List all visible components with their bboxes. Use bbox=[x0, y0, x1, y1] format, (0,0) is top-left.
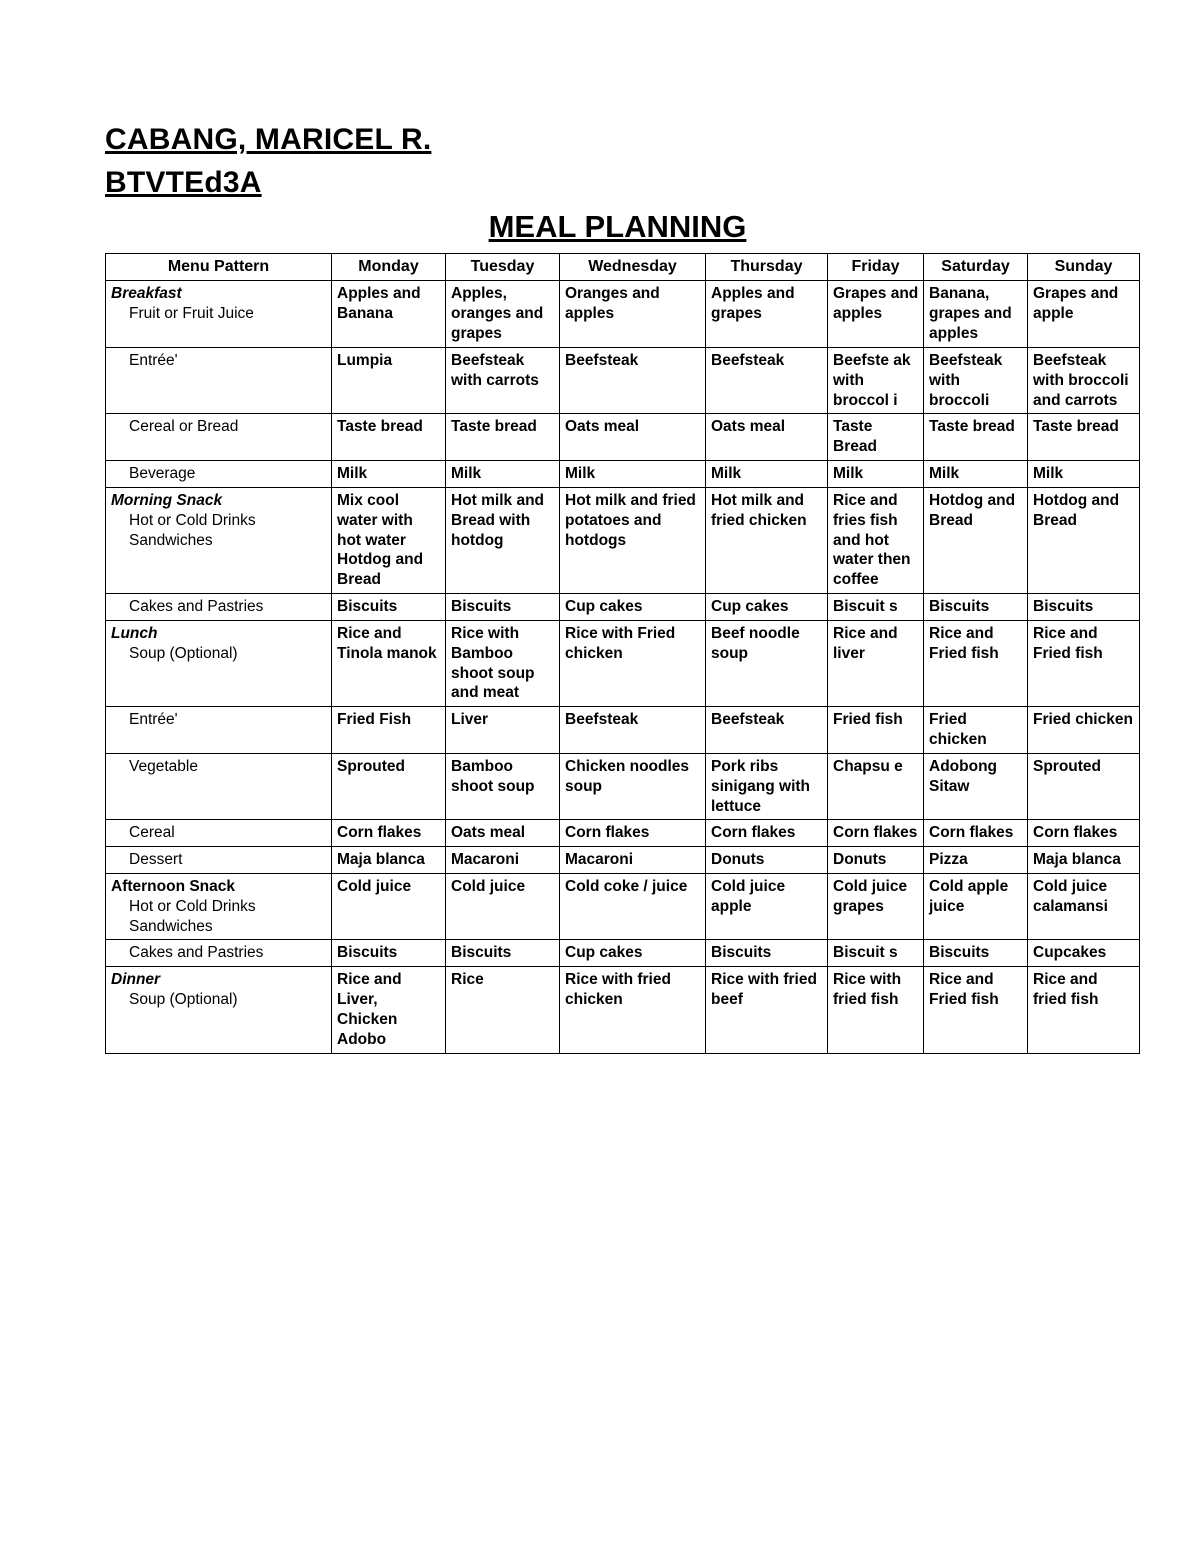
meal-subitem-label: Soup (Optional) bbox=[129, 991, 238, 1009]
meal-cell: Chapsu e bbox=[828, 753, 924, 819]
meal-cell: Cold apple juice bbox=[924, 874, 1028, 940]
menu-pattern-cell bbox=[106, 281, 332, 347]
meal-cell: Oranges and apples bbox=[560, 281, 706, 347]
meal-cell: Oats meal bbox=[560, 414, 706, 461]
meal-cell: Corn flakes bbox=[924, 820, 1028, 847]
meal-cell: Bamboo shoot soup bbox=[446, 753, 560, 819]
column-header-monday: Monday bbox=[332, 254, 446, 281]
menu-pattern-cell bbox=[106, 940, 332, 967]
meal-subitem-label: Hot or Cold Drinks bbox=[129, 897, 256, 915]
meal-cell: Biscuits bbox=[706, 940, 828, 967]
meal-cell: Beefsteak with broccoli and carrots bbox=[1028, 347, 1140, 413]
menu-pattern-cell bbox=[106, 874, 332, 940]
meal-cell: Fried chicken bbox=[1028, 707, 1140, 754]
meal-group-label: Morning Snack bbox=[111, 491, 223, 509]
meal-cell: Biscuits bbox=[924, 594, 1028, 621]
meal-cell: Macaroni bbox=[560, 847, 706, 874]
meal-cell: Corn flakes bbox=[706, 820, 828, 847]
meal-cell: Beefsteak with carrots bbox=[446, 347, 560, 413]
meal-cell: Corn flakes bbox=[332, 820, 446, 847]
column-header-tuesday: Tuesday bbox=[446, 254, 560, 281]
meal-cell: Rice with fried chicken bbox=[560, 967, 706, 1053]
meal-cell: Taste bread bbox=[446, 414, 560, 461]
meal-cell: Milk bbox=[828, 461, 924, 488]
meal-subitem-label: Cakes and Pastries bbox=[129, 944, 264, 962]
meal-cell: Cold juice grapes bbox=[828, 874, 924, 940]
column-header-friday: Friday bbox=[828, 254, 924, 281]
meal-cell: Hot milk and fried chicken bbox=[706, 487, 828, 593]
meal-cell: Rice and fried fish bbox=[1028, 967, 1140, 1053]
meal-cell: Cold juice bbox=[332, 874, 446, 940]
menu-pattern-cell bbox=[106, 487, 332, 593]
meal-subitem-label: Cereal or Bread bbox=[129, 418, 239, 436]
meal-cell: Corn flakes bbox=[1028, 820, 1140, 847]
meal-cell: Rice with Bamboo shoot soup and meat bbox=[446, 620, 560, 706]
meal-cell: Rice with fried beef bbox=[706, 967, 828, 1053]
meal-cell: Apples and Banana bbox=[332, 281, 446, 347]
meal-group-label: Afternoon Snack bbox=[111, 878, 236, 895]
meal-subitem-label: Dessert bbox=[129, 851, 183, 869]
menu-pattern-cell bbox=[106, 753, 332, 819]
meal-cell: Apples, oranges and grapes bbox=[446, 281, 560, 347]
meal-cell: Corn flakes bbox=[560, 820, 706, 847]
table-row bbox=[106, 281, 1140, 347]
meal-cell: Milk bbox=[332, 461, 446, 488]
table-row bbox=[106, 940, 1140, 967]
table-row bbox=[106, 414, 1140, 461]
table-body bbox=[106, 281, 1140, 1053]
meal-cell: Corn flakes bbox=[828, 820, 924, 847]
menu-pattern-cell bbox=[106, 620, 332, 706]
table-row bbox=[106, 461, 1140, 488]
column-header-saturday: Saturday bbox=[924, 254, 1028, 281]
meal-cell: Sprouted bbox=[332, 753, 446, 819]
menu-pattern-cell bbox=[106, 820, 332, 847]
meal-cell: Milk bbox=[924, 461, 1028, 488]
meal-cell: Biscuits bbox=[1028, 594, 1140, 621]
meal-cell: Milk bbox=[446, 461, 560, 488]
meal-cell: Taste Bread bbox=[828, 414, 924, 461]
meal-cell: Biscuits bbox=[332, 940, 446, 967]
menu-pattern-cell bbox=[106, 967, 332, 1053]
meal-cell: Milk bbox=[706, 461, 828, 488]
meal-subitem-label: Entrée' bbox=[129, 711, 178, 729]
meal-cell: Hotdog and Bread bbox=[1028, 487, 1140, 593]
meal-cell: Fried chicken bbox=[924, 707, 1028, 754]
meal-cell: Beefsteak bbox=[706, 347, 828, 413]
meal-cell: Lumpia bbox=[332, 347, 446, 413]
meal-cell: Rice and liver bbox=[828, 620, 924, 706]
meal-cell: Rice bbox=[446, 967, 560, 1053]
meal-cell: Biscuits bbox=[446, 594, 560, 621]
meal-cell: Cold juice bbox=[446, 874, 560, 940]
menu-pattern-cell bbox=[106, 707, 332, 754]
meal-subitem-label: Sandwiches bbox=[129, 917, 213, 935]
meal-cell: Adobong Sitaw bbox=[924, 753, 1028, 819]
meal-cell: Cup cakes bbox=[706, 594, 828, 621]
table-row bbox=[106, 487, 1140, 593]
menu-pattern-cell bbox=[106, 847, 332, 874]
meal-subitem-label: Entrée' bbox=[129, 351, 178, 369]
meal-cell: Cold coke / juice bbox=[560, 874, 706, 940]
table-header bbox=[106, 254, 1140, 281]
meal-planning-table bbox=[105, 253, 1140, 1054]
meal-cell: Beefste ak with broccol i bbox=[828, 347, 924, 413]
meal-cell: Milk bbox=[560, 461, 706, 488]
meal-cell: Beef noodle soup bbox=[706, 620, 828, 706]
table-row bbox=[106, 707, 1140, 754]
meal-cell: Maja blanca bbox=[1028, 847, 1140, 874]
meal-subitem-label: Sandwiches bbox=[129, 531, 213, 549]
meal-cell: Taste bread bbox=[332, 414, 446, 461]
meal-cell: Pizza bbox=[924, 847, 1028, 874]
meal-cell: Cup cakes bbox=[560, 594, 706, 621]
meal-cell: Oats meal bbox=[446, 820, 560, 847]
meal-cell: Grapes and apple bbox=[1028, 281, 1140, 347]
meal-cell: Donuts bbox=[706, 847, 828, 874]
meal-group-label: Breakfast bbox=[111, 285, 182, 303]
meal-cell: Biscuits bbox=[924, 940, 1028, 967]
menu-pattern-cell bbox=[106, 414, 332, 461]
table-row bbox=[106, 753, 1140, 819]
meal-subitem-label: Fruit or Fruit Juice bbox=[129, 305, 254, 323]
meal-subitem-label: Hot or Cold Drinks bbox=[129, 511, 256, 529]
column-header-thursday: Thursday bbox=[706, 254, 828, 281]
table-row bbox=[106, 620, 1140, 706]
table-row bbox=[106, 847, 1140, 874]
menu-pattern-cell bbox=[106, 461, 332, 488]
meal-cell: Cold juice calamansi bbox=[1028, 874, 1140, 940]
meal-cell: Milk bbox=[1028, 461, 1140, 488]
meal-cell: Cupcakes bbox=[1028, 940, 1140, 967]
meal-cell: Beefsteak bbox=[560, 347, 706, 413]
meal-cell: Hot milk and fried potatoes and hotdogs bbox=[560, 487, 706, 593]
meal-cell: Maja blanca bbox=[332, 847, 446, 874]
menu-pattern-cell bbox=[106, 347, 332, 413]
table-row bbox=[106, 820, 1140, 847]
table-row bbox=[106, 594, 1140, 621]
table-row bbox=[106, 874, 1140, 940]
column-header-wednesday: Wednesday bbox=[560, 254, 706, 281]
meal-subitem-label: Soup (Optional) bbox=[129, 644, 238, 662]
meal-subitem-label: Beverage bbox=[129, 465, 196, 483]
meal-cell: Fried fish bbox=[828, 707, 924, 754]
student-course: BTVTEd3A bbox=[105, 165, 262, 199]
meal-cell: Macaroni bbox=[446, 847, 560, 874]
student-name: CABANG, MARICEL R. bbox=[105, 123, 432, 156]
meal-cell: Grapes and apples bbox=[828, 281, 924, 347]
meal-subitem-label: Cakes and Pastries bbox=[129, 598, 264, 616]
menu-pattern-cell bbox=[106, 594, 332, 621]
meal-cell: Mix cool water with hot water Hotdog and Bread bbox=[332, 487, 446, 593]
page-title: MEAL PLANNING bbox=[488, 209, 747, 244]
meal-cell: Pork ribs sinigang with lettuce bbox=[706, 753, 828, 819]
column-header-sunday: Sunday bbox=[1028, 254, 1140, 281]
meal-cell: Rice and Fried fish bbox=[1028, 620, 1140, 706]
column-header-menu-pattern: Menu Pattern bbox=[106, 254, 332, 281]
meal-cell: Biscuits bbox=[332, 594, 446, 621]
meal-cell: Biscuit s bbox=[828, 940, 924, 967]
meal-cell: Taste bread bbox=[924, 414, 1028, 461]
meal-cell: Rice and fries fish and hot water then coffee bbox=[828, 487, 924, 593]
meal-cell: Rice with fried fish bbox=[828, 967, 924, 1053]
table-header-row bbox=[106, 254, 1140, 281]
meal-cell: Chicken noodles soup bbox=[560, 753, 706, 819]
meal-group-label: Dinner bbox=[111, 971, 161, 989]
meal-cell: Beefsteak with broccoli bbox=[924, 347, 1028, 413]
meal-cell: Sprouted bbox=[1028, 753, 1140, 819]
table-row bbox=[106, 347, 1140, 413]
meal-cell: Beefsteak bbox=[706, 707, 828, 754]
meal-cell: Apples and grapes bbox=[706, 281, 828, 347]
meal-cell: Rice and Fried fish bbox=[924, 620, 1028, 706]
meal-subitem-label: Vegetable bbox=[129, 757, 198, 775]
meal-cell: Rice with Fried chicken bbox=[560, 620, 706, 706]
meal-cell: Taste bread bbox=[1028, 414, 1140, 461]
meal-cell: Donuts bbox=[828, 847, 924, 874]
meal-cell: Biscuit s bbox=[828, 594, 924, 621]
meal-subitem-label: Cereal bbox=[129, 824, 175, 842]
meal-cell: Cold juice apple bbox=[706, 874, 828, 940]
meal-cell: Cup cakes bbox=[560, 940, 706, 967]
meal-cell: Hot milk and Bread with hotdog bbox=[446, 487, 560, 593]
meal-cell: Oats meal bbox=[706, 414, 828, 461]
meal-cell: Rice and Fried fish bbox=[924, 967, 1028, 1053]
meal-group-label: Lunch bbox=[111, 624, 158, 642]
meal-cell: Rice and Tinola manok bbox=[332, 620, 446, 706]
table-row bbox=[106, 967, 1140, 1053]
meal-cell: Liver bbox=[446, 707, 560, 754]
meal-cell: Banana, grapes and apples bbox=[924, 281, 1028, 347]
meal-cell: Biscuits bbox=[446, 940, 560, 967]
meal-cell: Fried Fish bbox=[332, 707, 446, 754]
meal-cell: Beefsteak bbox=[560, 707, 706, 754]
meal-cell: Hotdog and Bread bbox=[924, 487, 1028, 593]
meal-cell: Rice and Liver, Chicken Adobo bbox=[332, 967, 446, 1053]
